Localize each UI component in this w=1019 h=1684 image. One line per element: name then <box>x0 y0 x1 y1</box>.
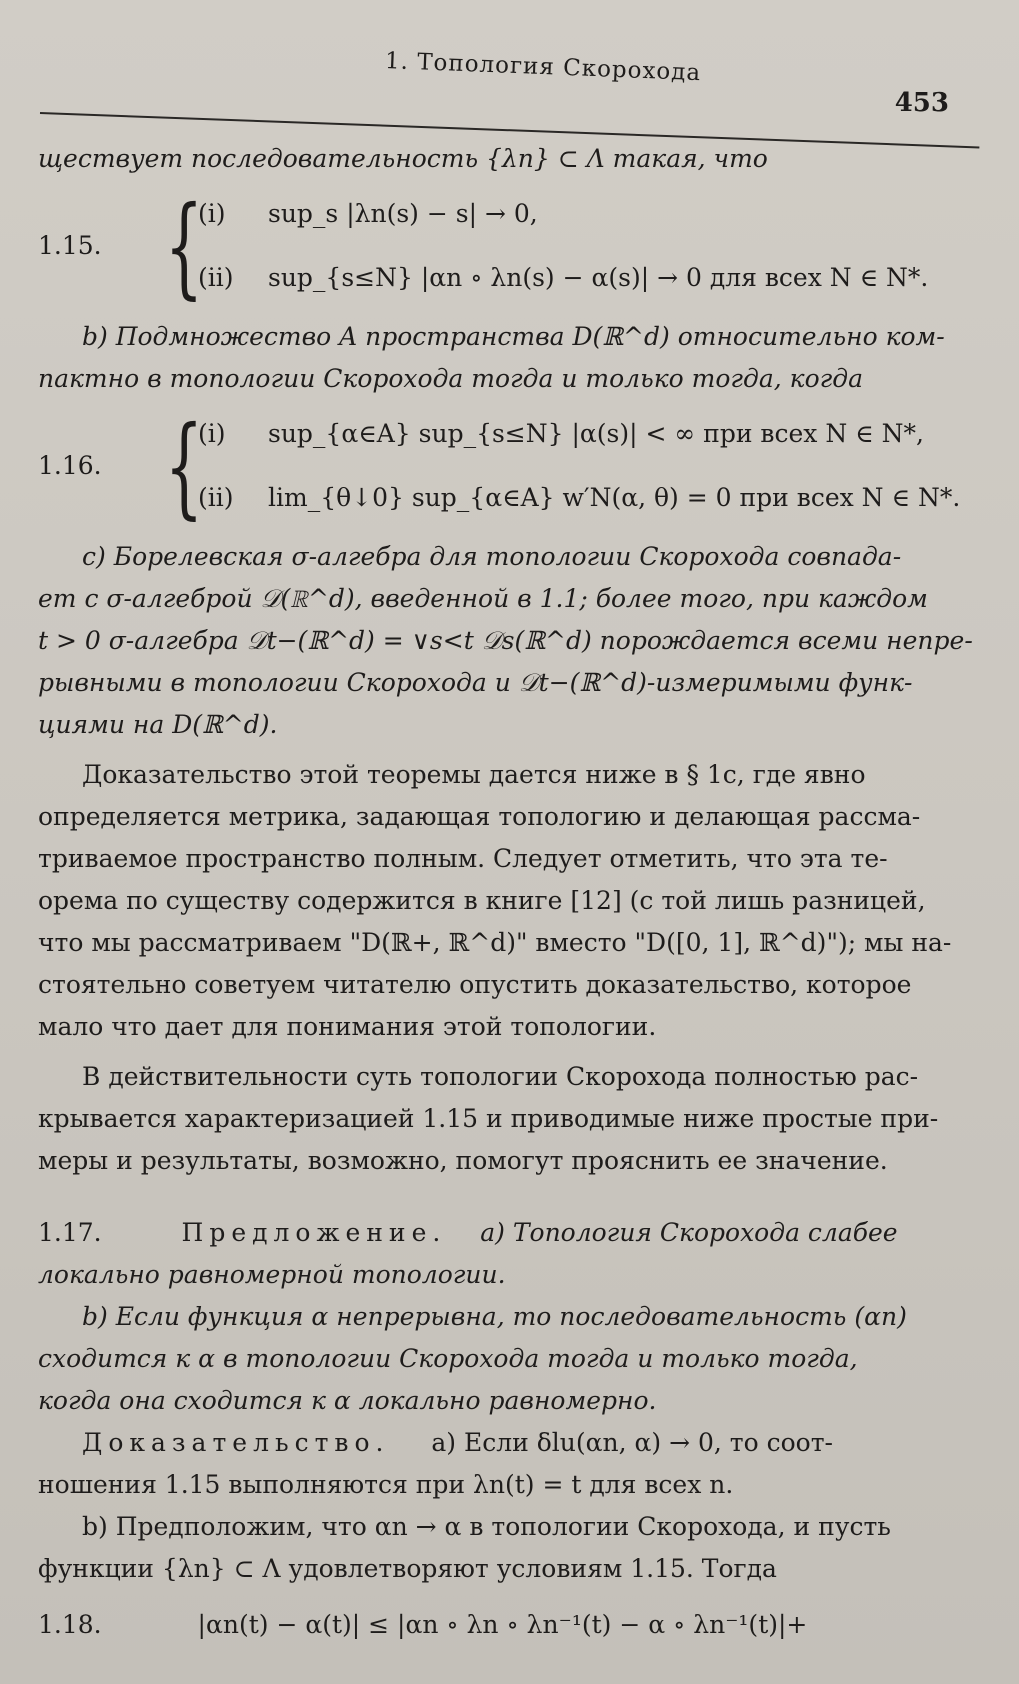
equation-expression: sup_{α∈A} sup_{s≤N} |α(s)| < ∞ при всех N ∈ N*, <box>268 419 924 448</box>
paragraph-line: стоятельно советуем читателю опустить доказательство, которое <box>38 970 912 999</box>
equation-label: 1.16. <box>38 451 102 480</box>
paragraph-line: Доказательство этой теоремы дается ниже в § 1c, где явно <box>82 760 866 789</box>
proposition-line: локально равномерной топологии. <box>38 1260 506 1289</box>
item-number: (i) <box>198 199 226 228</box>
theorem-line: циями на D(ℝ^d). <box>38 710 278 739</box>
theorem-line: пактно в топологии Скорохода тогда и только тогда, когда <box>38 364 864 393</box>
equation-label: 1.15. <box>38 231 102 260</box>
left-brace: { <box>164 402 204 530</box>
proposition-line: когда она сходится к α локально равномерно. <box>38 1386 657 1415</box>
proof-heading: Доказательство. <box>82 1428 390 1457</box>
item-number: (ii) <box>198 483 234 512</box>
theorem-line: b) Подмножество A пространства D(ℝ^d) относительно ком- <box>82 322 945 351</box>
equation-row <box>198 182 988 246</box>
equation-row <box>198 466 988 530</box>
proposition-text: a) Топология Скорохода слабее <box>480 1218 898 1247</box>
theorem-line: ществует последовательность {λn} ⊂ Λ такая, что <box>38 144 768 173</box>
equation-expression: sup_s |λn(s) − s| → 0, <box>268 199 538 228</box>
paragraph-line: крывается характеризацией 1.15 и приводимые ниже простые при- <box>38 1104 939 1133</box>
equation-label: 1.18. <box>38 1610 102 1639</box>
proof-line: ношения 1.15 выполняются при λn(t) = t для всех n. <box>38 1470 734 1499</box>
paragraph-line: орема по существу содержится в книге [12] (с той лишь разницей, <box>38 886 926 915</box>
theorem-line: t > 0 σ-алгебра 𝒟t−(ℝ^d) = ∨s<t 𝒟s(ℝ^d) порождается всеми непре- <box>38 626 973 655</box>
running-head: 1. Топология Скорохода <box>384 48 702 87</box>
page-number: 453 <box>894 88 949 118</box>
paragraph-line: В действительности суть топологии Скорохода полностью рас- <box>82 1062 919 1091</box>
equation-expression: |αn(t) − α(t)| ≤ |αn ∘ λn ∘ λn⁻¹(t) − α ∘ λn⁻¹(t)|+ <box>197 1610 808 1639</box>
proposition-heading: Предложение. <box>181 1218 447 1247</box>
equation-1-16 <box>38 402 988 530</box>
proof-text: a) Если δlu(αn, α) → 0, то соот- <box>431 1428 833 1457</box>
proposition-label: 1.17. <box>38 1218 102 1247</box>
page-body <box>38 138 988 1646</box>
proof-heading-line <box>38 1422 988 1464</box>
theorem-line: ет с σ-алгеброй 𝒟(ℝ^d), введенной в 1.1; более того, при каждом <box>38 584 928 613</box>
paragraph-line: мало что дает для понимания этой топологии. <box>38 1012 657 1041</box>
paragraph-line: меры и результаты, возможно, помогут прояснить ее значение. <box>38 1146 888 1175</box>
equation-expression: lim_{θ↓0} sup_{α∈A} w′N(α, θ) = 0 при всех N ∈ N*. <box>268 483 961 512</box>
paragraph-line: определяется метрика, задающая топологию и делающая рассма- <box>38 802 921 831</box>
equation-row <box>198 246 988 310</box>
item-number: (i) <box>198 419 226 448</box>
equation-row <box>198 402 988 466</box>
equation-1-18 <box>38 1604 988 1646</box>
paragraph-line: триваемое пространство полным. Следует отметить, что эта те- <box>38 844 888 873</box>
theorem-line: рывными в топологии Скорохода и 𝒟t−(ℝ^d)-измеримыми функ- <box>38 668 913 697</box>
proposition-line: сходится к α в топологии Скорохода тогда и только тогда, <box>38 1344 858 1373</box>
left-brace: { <box>164 182 204 310</box>
item-number: (ii) <box>198 263 234 292</box>
equation-1-15 <box>38 182 988 310</box>
proposition-line: b) Если функция α непрерывна, то последовательность (αn) <box>82 1302 907 1331</box>
equation-expression: sup_{s≤N} |αn ∘ λn(s) − α(s)| → 0 для всех N ∈ N*. <box>268 263 929 292</box>
proof-line: b) Предположим, что αn → α в топологии Скорохода, и пусть <box>82 1512 891 1541</box>
theorem-line: c) Борелевская σ-алгебра для топологии Скорохода совпада- <box>82 542 902 571</box>
page-header <box>40 38 979 118</box>
proposition-heading-line <box>38 1212 988 1254</box>
proof-line: функции {λn} ⊂ Λ удовлетворяют условиям 1.15. Тогда <box>38 1554 777 1583</box>
paragraph-line: что мы рассматриваем "D(ℝ+, ℝ^d)" вместо "D([0, 1], ℝ^d)"); мы на- <box>38 928 952 957</box>
